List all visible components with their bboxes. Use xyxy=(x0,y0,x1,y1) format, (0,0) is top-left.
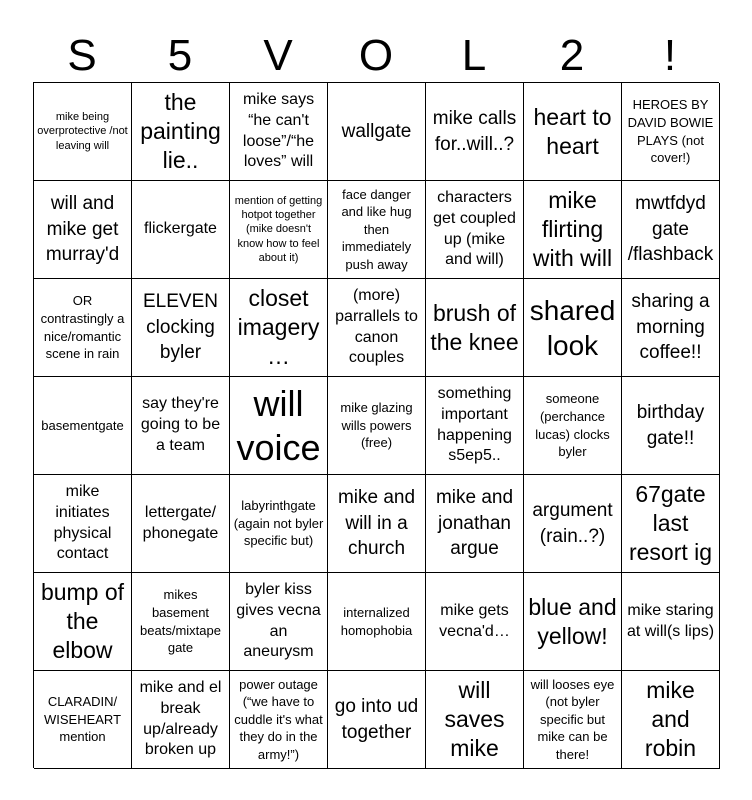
bingo-cell[interactable]: face danger and like hug then immediately push away xyxy=(328,181,426,279)
bingo-cell[interactable]: ELEVEN clocking byler xyxy=(132,279,230,377)
bingo-cell[interactable]: will and mike get murray'd xyxy=(34,181,132,279)
bingo-cell[interactable]: mikes basement beats/mixtape gate xyxy=(132,573,230,671)
bingo-cell[interactable]: CLARADIN/ WISEHEART mention xyxy=(34,671,132,769)
bingo-cell[interactable]: 67gate last resort ig xyxy=(622,475,720,573)
bingo-cell[interactable]: mike being overprotective /not leaving will xyxy=(34,83,132,181)
title-letter: 5 xyxy=(167,31,193,80)
bingo-cell[interactable]: mike and jonathan argue xyxy=(426,475,524,573)
bingo-cell[interactable]: lettergate/ phonegate xyxy=(132,475,230,573)
bingo-cell[interactable]: flickergate xyxy=(132,181,230,279)
bingo-cell[interactable]: brush of the knee xyxy=(426,279,524,377)
bingo-cell[interactable]: will looses eye (not byler specific but mike can be there! xyxy=(524,671,622,769)
bingo-cell[interactable]: argument (rain..?) xyxy=(524,475,622,573)
bingo-cell[interactable]: something important happening s5ep5.. xyxy=(426,377,524,475)
bingo-grid xyxy=(33,82,719,768)
bingo-cell[interactable]: (more) parrallels to canon couples xyxy=(328,279,426,377)
bingo-cell[interactable]: mike and robin xyxy=(622,671,720,769)
bingo-cell[interactable]: characters get coupled up (mike and will) xyxy=(426,181,524,279)
bingo-cell[interactable]: will voice xyxy=(230,377,328,475)
title-letter: V xyxy=(263,31,293,80)
title-letter: ! xyxy=(663,31,677,80)
bingo-cell[interactable]: wallgate xyxy=(328,83,426,181)
bingo-cell[interactable]: mention of getting hotpot together (mike doesn't know how to feel about it) xyxy=(230,181,328,279)
bingo-cell[interactable]: power outage (“we have to cuddle it's what they do in the army!”) xyxy=(230,671,328,769)
bingo-cell[interactable]: birthday gate!! xyxy=(622,377,720,475)
title-letter: 2 xyxy=(559,31,585,80)
bingo-cell[interactable]: mike initiates physical contact xyxy=(34,475,132,573)
bingo-cell[interactable]: OR contrastingly a nice/romantic scene in rain xyxy=(34,279,132,377)
bingo-cell[interactable]: mike flirting with will xyxy=(524,181,622,279)
bingo-cell[interactable]: internalized homophobia xyxy=(328,573,426,671)
bingo-cell[interactable]: bump of the elbow xyxy=(34,573,132,671)
bingo-cell[interactable]: mike and will in a church xyxy=(328,475,426,573)
bingo-title xyxy=(33,30,719,82)
title-letter: L xyxy=(461,31,487,80)
bingo-cell[interactable]: mike glazing wills powers (free) xyxy=(328,377,426,475)
bingo-cell[interactable]: sharing a morning coffee!! xyxy=(622,279,720,377)
bingo-cell[interactable]: mike calls for..will..? xyxy=(426,83,524,181)
bingo-cell[interactable]: mwtfdyd gate /flashback xyxy=(622,181,720,279)
bingo-cell[interactable]: HEROES BY DAVID BOWIE PLAYS (not cover!) xyxy=(622,83,720,181)
bingo-cell[interactable]: say they're going to be a team xyxy=(132,377,230,475)
title-letter: O xyxy=(358,31,394,80)
bingo-cell[interactable]: go into ud together xyxy=(328,671,426,769)
bingo-cell[interactable]: shared look xyxy=(524,279,622,377)
bingo-cell[interactable]: will saves mike xyxy=(426,671,524,769)
bingo-cell[interactable]: mike gets vecna'd… xyxy=(426,573,524,671)
bingo-cell[interactable]: mike and el break up/already broken up xyxy=(132,671,230,769)
bingo-cell[interactable]: someone (perchance lucas) clocks byler xyxy=(524,377,622,475)
bingo-cell[interactable]: mike staring at will(s lips) xyxy=(622,573,720,671)
bingo-cell[interactable]: labyrinthgate (again not byler specific but) xyxy=(230,475,328,573)
bingo-cell[interactable]: basementgate xyxy=(34,377,132,475)
bingo-cell[interactable]: mike says “he can't loose”/“he loves” will xyxy=(230,83,328,181)
bingo-cell[interactable]: heart to heart xyxy=(524,83,622,181)
bingo-cell[interactable]: the painting lie.. xyxy=(132,83,230,181)
bingo-cell[interactable]: blue and yellow! xyxy=(524,573,622,671)
bingo-cell[interactable]: byler kiss gives vecna an aneurysm xyxy=(230,573,328,671)
bingo-cell[interactable]: closet imagery … xyxy=(230,279,328,377)
title-letter: S xyxy=(67,31,97,80)
